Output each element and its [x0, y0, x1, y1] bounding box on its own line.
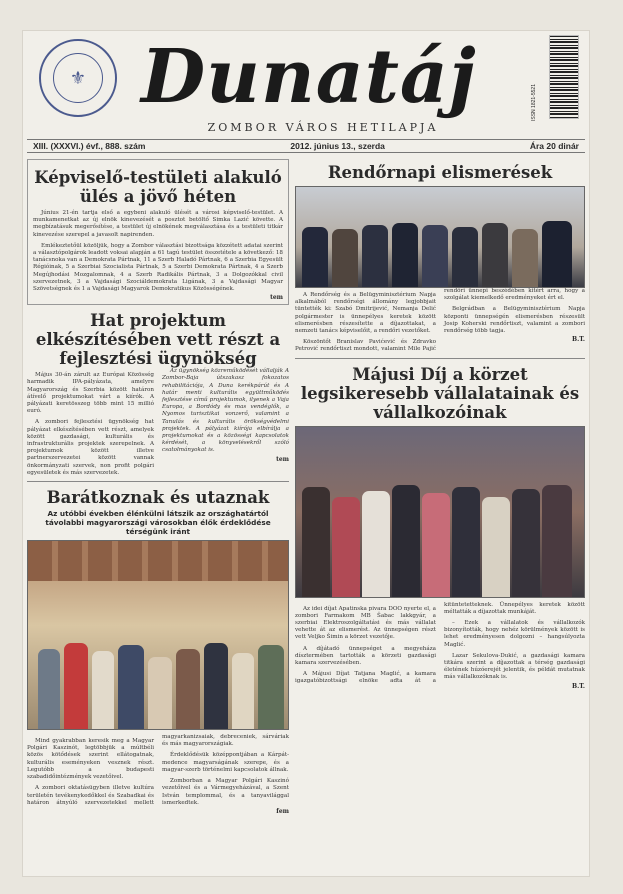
article-paragraph: Mind gyakrabban keresik meg a Magyar Polgári Kaszinót, legtöbbjük a múltbéli közös kötődések szerint ellátogatnak, kulturális eseményeken vesznek részt. Legutóbb a budapesti szabadidőintézmények vezetőivel.: [27, 738, 154, 781]
article-paragraph: A Májusi Díjat Tatjana Maglić, a kamara igazgatóbizottsági elnöke adta át a kitüntetetteknek. Ünnepélyes keretek között méltatták a díjazottak munkáját.: [295, 601, 585, 685]
masthead-subtitle: ZOMBOR VÁROS HETILAPJA: [207, 121, 439, 134]
person-figure: [64, 643, 88, 729]
article-paragraph: A díjátadó ünnepséget a megyeháza dísztermében tartották a körzeti gazdasági kamara szervezésében.: [295, 645, 436, 667]
article-paragraph: Május 30-án zárult az Európai Közösség harmadik IPA-pályázata, amelyre Magyarország és Szerbia között határon átívelő projektumokat várt a kiírók. A pályázati keretösszeg több mint 15 millió euró.: [27, 372, 154, 415]
person-figure: [204, 643, 228, 729]
article-assembly: [27, 159, 289, 305]
person-figure: [482, 497, 510, 597]
police-photo: [295, 186, 585, 288]
brick-arch: [28, 541, 288, 581]
newspaper-page: [22, 30, 590, 877]
person-figure: [542, 221, 572, 287]
person-figure: [482, 223, 508, 287]
article-paragraph: Belgrádban a Belügyminisztérium Napja központi ünnepségén elismerésben részesült Josip Koherski rendőrtiszt, valamint a zombori rendőrség több tagja.: [444, 306, 585, 335]
article-subhead: Az utóbbi években élénkülni látszik az országhatártól távolabbi magyarországi városokban élők érdeklődése térségünk iránt: [45, 509, 271, 537]
issn-label: ISSN 1821-5521: [531, 84, 537, 121]
article-body: [295, 602, 585, 690]
article-award: [295, 365, 585, 690]
person-figure: [512, 229, 538, 287]
person-figure: [392, 485, 420, 597]
coat-of-arms-icon: ⚜: [53, 53, 103, 103]
article-signature: fem: [276, 807, 289, 815]
masthead-logo: Dunatáj: [141, 34, 477, 120]
article-paragraph: – Ezek a vállalatok és vállalkozók bizonyították, hogy nehéz körülmények között is lehet eredményesen dolgozni – hangsúlyozta Maglić.: [444, 620, 585, 648]
article-paragraph: Köszöntőt Branislav Pavićević és Zdravko Petrović rendőrtiszt mondott, valamint Mile Pajić rendőri ünnepi beszédében kitért arra, hogy a szolgálat kiemelkedő eredményeket ért el.: [295, 288, 585, 353]
person-figure: [422, 493, 450, 597]
person-figure: [302, 487, 330, 597]
person-figure: [332, 229, 358, 287]
article-title: Hat projektum elkészítésében vett részt a fejlesztési ügynökség: [35, 311, 281, 369]
article-paragraph: Az idei díjat Apatinska pivara DOO nyerte el, a zombori Farmakom MB Šabac lakkgyár, a szerbiai Elektroszolgáltatási és más vállalat vehette át az elismerést. Az ünnepségen részt vett Veljko Šimin a körzet vezetője.: [295, 605, 436, 641]
person-figure: [302, 227, 328, 287]
person-figure: [452, 487, 480, 597]
person-figure: [542, 485, 572, 597]
person-figure: [332, 497, 360, 597]
person-figure: [148, 657, 172, 729]
article-paragraph: A zombori oktatásügyben illetve kultúra területén tevékenykedőkkel és Szabadkai és határon átnyúló szervezetekkel mellett magyarkanizsaiak, debreceniek, sárváriak és más magyarországiak.: [27, 734, 289, 806]
article-signature: tem: [270, 294, 283, 302]
barcode: [549, 35, 579, 119]
person-figure: [362, 491, 390, 597]
article-body: [27, 734, 289, 815]
group-photo: [27, 540, 289, 730]
issue-price: Ára 20 dinár: [529, 141, 579, 151]
dateline: [27, 139, 585, 153]
person-figure: [512, 489, 540, 597]
article-paragraph: Június 21-én tartja első a egybeni alakuló ülését a városi képviselő-testület. A munkamenetkat az új elnök kinevezését a posztot betöltő Simka Lazić követte. A megbízatásuk megerősítése, a testület új elnökének megválasztása és a testületi titkár kinevezése szerepel a javasolt napirenden.: [33, 210, 283, 238]
article-paragraph: Az ügynökség közreműködését vállalják A Zombor-Baja útszakasz fokozatos rehabilitációja, A Duna kerékpárút és A határ menti kulturális együttműködés fejlesztése című projektumok, ilyenek a Vaja Europa, a Bordódy és mas vendéglők, a Nyomos turisztikai vonzerő, valamint a Tanulás és kulturális örökségvédelmi projektek. A pályázat kiírója elbírálja a projektumokat és a közösségi kapcsolatok kérdését, a könyvelésekről szóló csatolmányokat is.: [162, 368, 289, 454]
person-figure: [176, 649, 200, 729]
article-paragraph: A Rendőrség és a Belügyminisztérium Napja alkalmából rendőrségi állomány legjobbjait tüntették ki: Szabó Dmitrijević, Nemanja Delić polgármester is ünnepélyes keretek között elismerésben részesítette a díjazottakat, a nemzeti tanács képviselőit, a rendőri vezetőket.: [295, 292, 436, 335]
person-figure: [392, 223, 418, 287]
person-figure: [38, 649, 60, 729]
article-signature: B.T.: [572, 682, 585, 690]
person-figure: [452, 227, 478, 287]
article-police: [295, 163, 585, 354]
person-figure: [422, 225, 448, 287]
issue-date: 2012. június 13., szerda: [290, 141, 385, 151]
article-friends: [27, 488, 289, 815]
person-figure: [232, 653, 254, 729]
article-paragraph: A zombori fejlesztési ügynökség hat pályázat elkészítésében vett részt, amelyek között gazdasági, kulturális és infrastrukturális projektek szerepelnek. A projektumok között illetve partnerszervezetei között vannak önkormányzati szervek, non profit polgári egyesületek és más szervezetek.: [27, 419, 154, 476]
article-paragraph: Emlékeztetőül közöljük, hogy a Zombor választási bizottsága közzétett adatai szerint a választópolgárok leadott voksai alapján a 61 tagú testület összetétele a következő: 18 tanácsnoka van a Demokrata Pártnak, 11 a Szerb Haladó Pártnak, 6 a Szerbia Egyesült Régióinak, 5 a Szerbiai Szocialista Pártnak, 5 a Szerbi Demokrata Pártnak, 4 a Szerb Megújhodási Mozgalomnak, 4 a Szerb Radikális Pártnak, 3 a Dolgozókkal civil szervezetnek, 3 a Vajdasági Szociáldemokrata Ligának, 3 a Vajdasági Magyar Szövetségnek és 1 a Vajdasági Magyarok Demokratikus Közösségének.: [33, 242, 283, 293]
article-paragraph: Zomborban a Magyar Polgári Kaszinó vezetőivel és a Vármegyeházával, a Szent István templommal, és a tanyavilággal ismerkedtek.: [162, 778, 289, 806]
article-project: [27, 311, 289, 477]
article-title: Rendőrnapi elismerések: [327, 163, 553, 182]
person-figure: [362, 225, 388, 287]
article-signature: B.T.: [572, 336, 585, 344]
article-body: [27, 368, 289, 477]
person-figure: [258, 645, 284, 729]
article-paragraph: Érdeklődésük középpontjában a Kárpát-medence magyarságának szerepe, és a magyar-szerb történelmi kapcsolatok állnak.: [162, 752, 289, 773]
article-body: [295, 288, 585, 354]
issue-number: XIII. (XXXVI.) évf., 888. szám: [33, 141, 146, 151]
article-title: Májusi Díj a körzet legsikeresebb vállalatainak és vállalkozóinak: [300, 364, 580, 422]
seal-stamp: [39, 39, 117, 117]
divider: [27, 481, 289, 482]
right-column: [295, 159, 585, 690]
article-signature: tem: [276, 455, 289, 463]
article-paragraph: Lazar Sekulova-Dukić, a gazdasági kamara titkára szerint a díjazottak a térség gazdasági életének húzóerejét jelentik, és példát mutatnak más vállalkozóknak is.: [444, 652, 585, 681]
divider: [295, 358, 585, 359]
award-photo: [295, 426, 585, 598]
person-figure: [118, 645, 144, 729]
person-figure: [92, 651, 114, 729]
left-column: [27, 159, 289, 815]
article-title: Barátkoznak és utaznak: [46, 488, 270, 508]
article-title: Képviselő-testületi alakuló ülés a jövő héten: [34, 168, 282, 206]
